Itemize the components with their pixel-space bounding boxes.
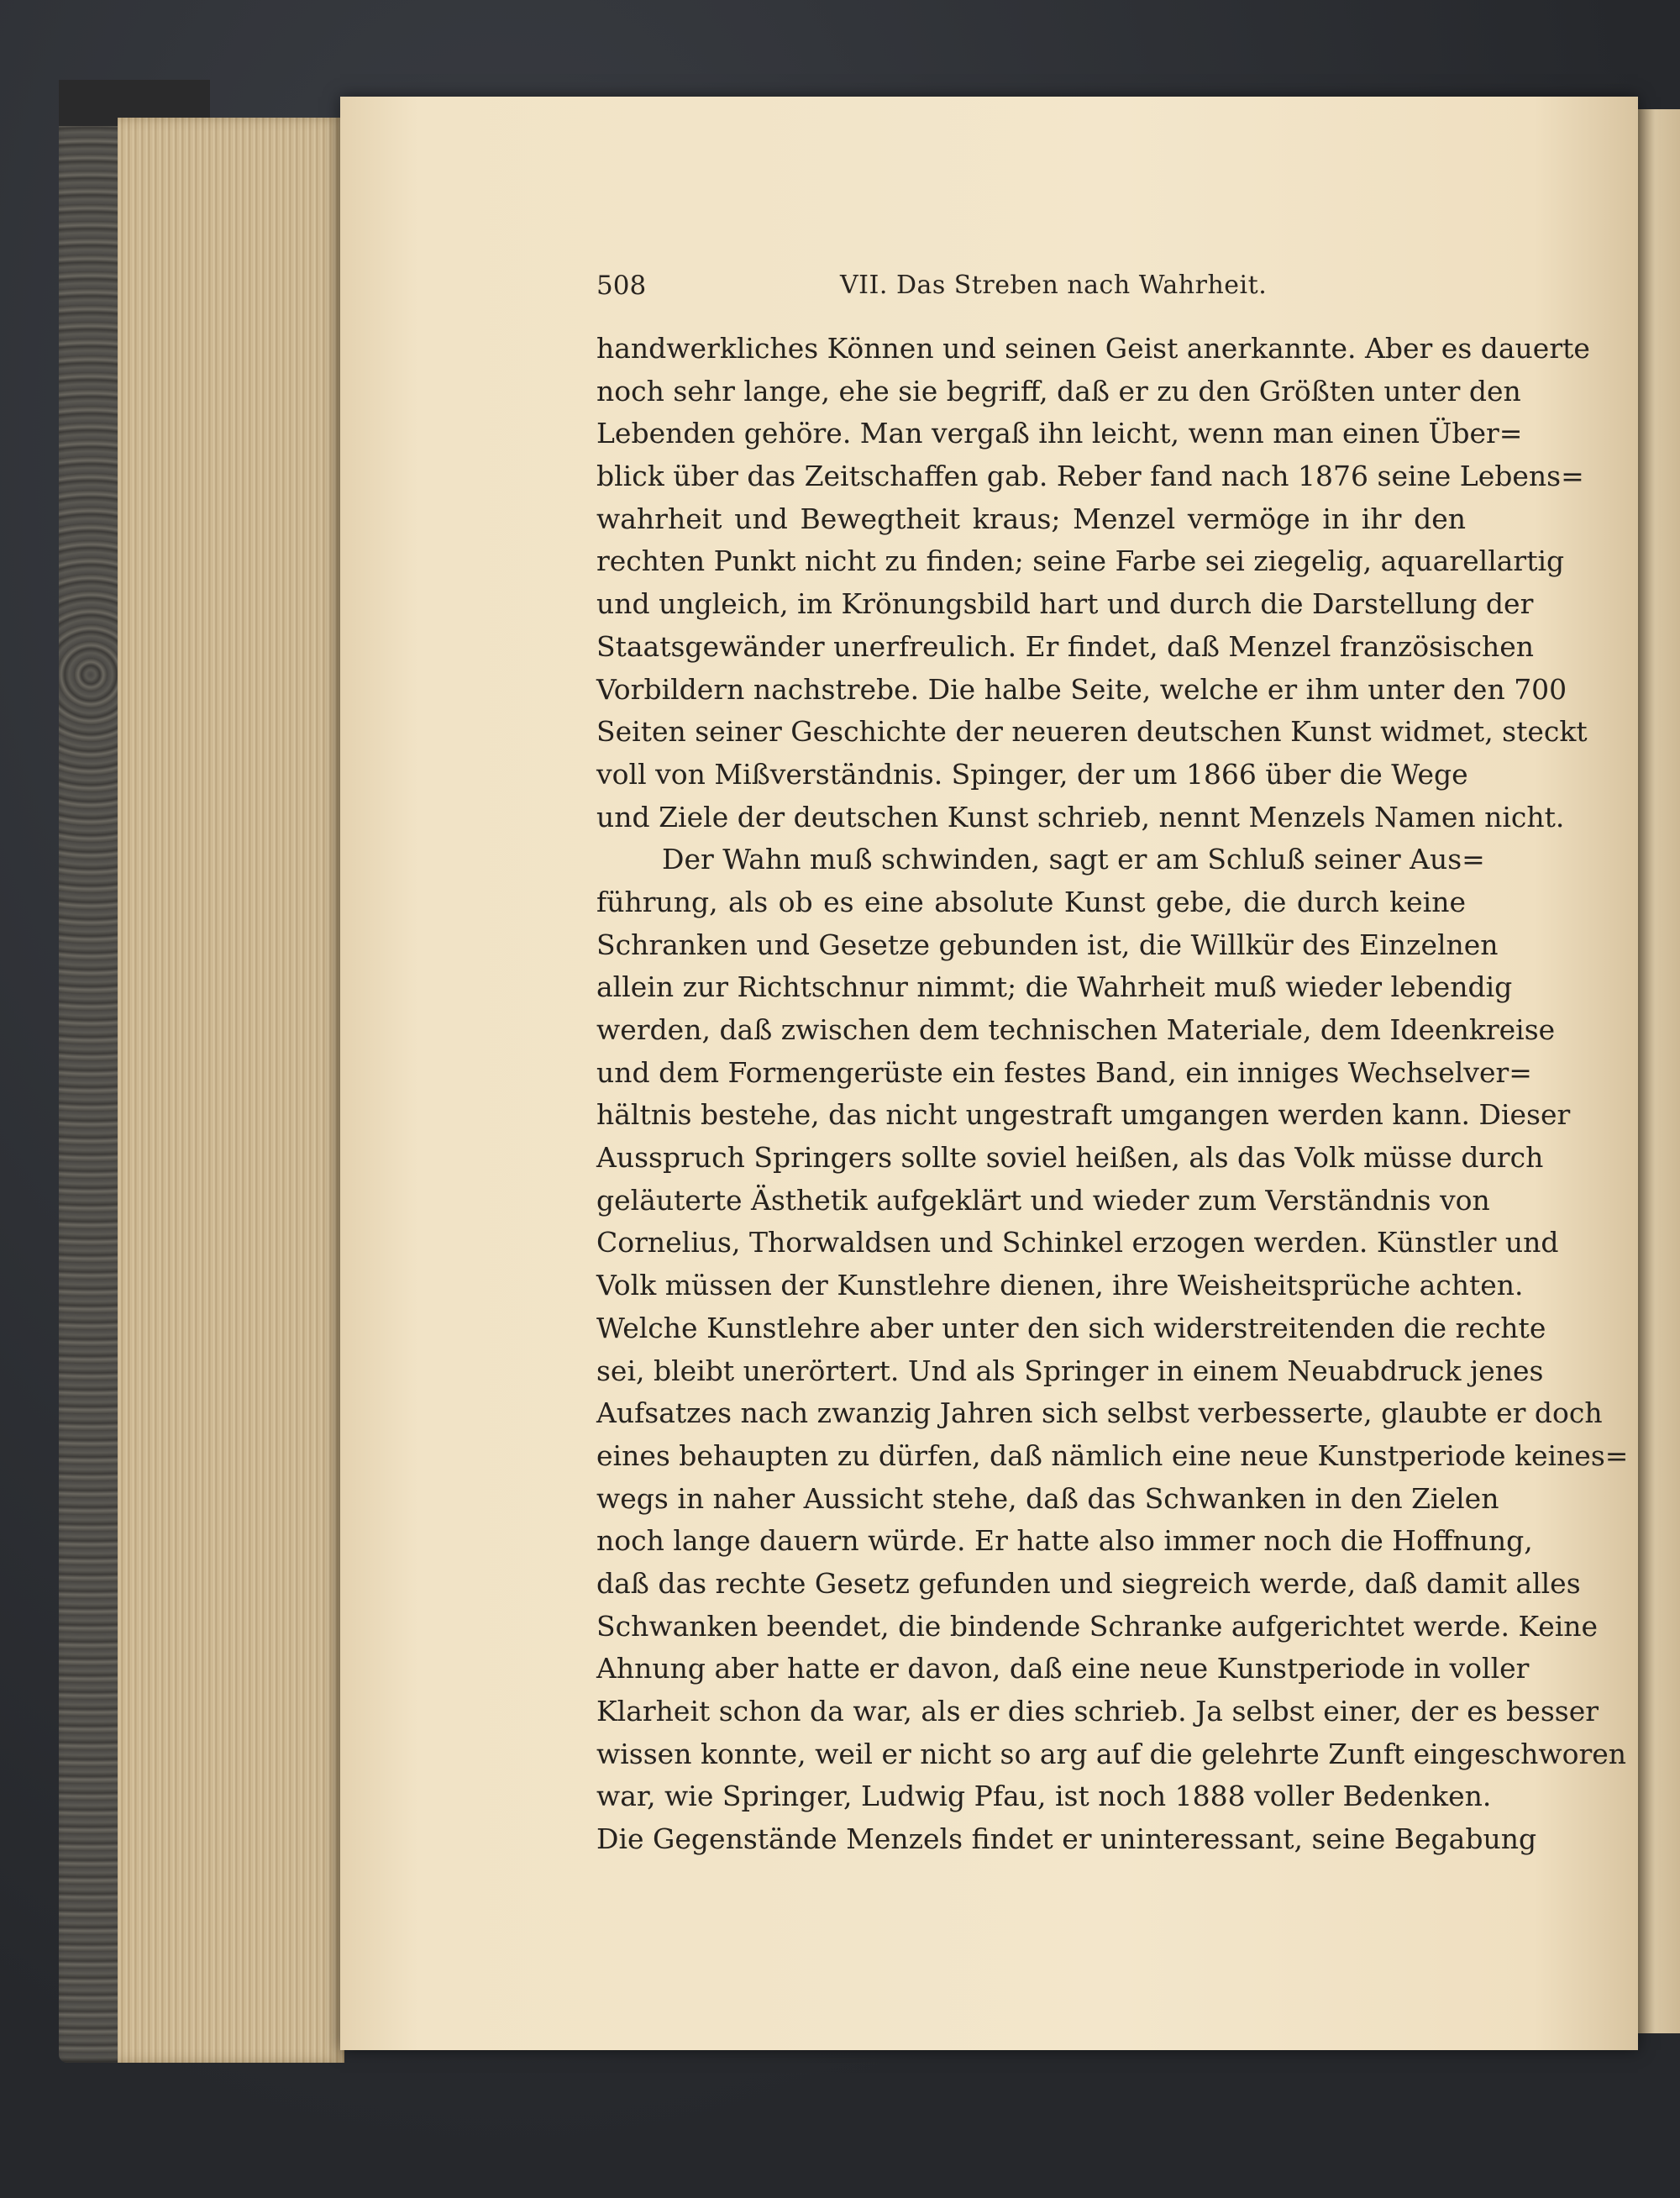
- text-line: Welche Kunstlehre aber unter den sich widerstreitenden die rechte: [596, 1311, 1546, 1344]
- text-line: Seiten seiner Geschichte der neueren deutschen Kunst widmet, steckt: [596, 715, 1588, 749]
- text-line: Ahnung aber hatte er davon, daß eine neue Kunstperiode in voller: [596, 1652, 1530, 1685]
- page-stack-edges: [118, 118, 344, 2063]
- text-line: allein zur Richtschnur nimmt; die Wahrheit muß wieder lebendig: [596, 970, 1513, 1004]
- text-line: noch sehr lange, ehe sie begriff, daß er zu den Größten unter den: [596, 374, 1521, 408]
- text-line: und ungleich, im Krönungsbild hart und durch die Darstellung der: [596, 587, 1534, 621]
- text-line: hältnis bestehe, das nicht ungestraft umgangen werden kann. Dieser: [596, 1098, 1571, 1132]
- text-line: Cornelius, Thorwaldsen und Schinkel erzogen werden. Künstler und: [596, 1226, 1559, 1259]
- text-line: daß das rechte Gesetz gefunden und siegreich werde, daß damit alles: [596, 1566, 1581, 1600]
- text-line: handwerkliches Können und seinen Geist anerkannte. Aber es dauerte: [596, 332, 1590, 365]
- text-line: sei, bleibt unerörtert. Und als Springer in einem Neuabdruck jenes: [596, 1354, 1544, 1387]
- body-text: [596, 328, 1629, 1861]
- text-line: wahrheit und Bewegtheit kraus; Menzel vermöge in ihr den: [596, 502, 1466, 535]
- text-line: Aufsatzes nach zwanzig Jahren sich selbst verbesserte, glaubte er doch: [596, 1396, 1603, 1430]
- page-header: [596, 271, 1470, 304]
- text-line: werden, daß zwischen dem technischen Materiale, dem Ideenkreise: [596, 1013, 1556, 1046]
- text-line: Ausspruch Springers sollte soviel heißen, als das Volk müsse durch: [596, 1141, 1544, 1175]
- text-line: war, wie Springer, Ludwig Pfau, ist noch 1888 voller Bedenken.: [596, 1780, 1492, 1813]
- text-line: und Ziele der deutschen Kunst schrieb, nennt Menzels Namen nicht.: [596, 800, 1565, 833]
- text-line: blick über das Zeitschaffen gab. Reber fand nach 1876 seine Lebens=: [596, 460, 1584, 493]
- text-line: Die Gegenstände Menzels findet er uninteressant, seine Begabung: [596, 1822, 1537, 1856]
- text-line: eines behaupten zu dürfen, daß nämlich eine neue Kunstperiode keines=: [596, 1438, 1629, 1472]
- running-head: VII. Das Streben nach Wahrheit.: [840, 271, 1268, 300]
- facing-page-edge: [1638, 109, 1680, 2033]
- text-line: rechten Punkt nicht zu finden; seine Farbe sei ziegelig, aquarellartig: [596, 544, 1565, 578]
- text-line: wegs in naher Aussicht stehe, daß das Schwanken in den Zielen: [596, 1481, 1499, 1515]
- text-line: Staatsgewänder unerfreulich. Er findet, daß Menzel französischen: [596, 629, 1535, 663]
- text-line: Schwanken beendet, die bindende Schranke aufgerichtet werde. Keine: [596, 1609, 1599, 1643]
- text-line: wissen konnte, weil er nicht so arg auf die gelehrte Zunft eingeschworen: [596, 1737, 1627, 1770]
- text-line: führung, als ob es eine absolute Kunst gebe, die durch keine: [596, 885, 1466, 918]
- text-line: noch lange dauern würde. Er hatte also immer noch die Hoffnung,: [596, 1524, 1533, 1558]
- text-line: Klarheit schon da war, als er dies schrieb. Ja selbst einer, der es besser: [596, 1695, 1599, 1727]
- page-number: 508: [596, 271, 647, 301]
- text-line: geläuterte Ästhetik aufgeklärt und wieder zum Verständnis von: [596, 1183, 1490, 1217]
- text-line: Der Wahn muß schwinden, sagt er am Schluß seiner Aus=: [662, 843, 1485, 876]
- text-line: Schranken und Gesetze gebunden ist, die Willkür des Einzelnen: [596, 928, 1499, 961]
- text-line: und dem Formengerüste ein festes Band, ein inniges Wechselver=: [596, 1055, 1532, 1089]
- text-line: voll von Mißverständnis. Spinger, der um 1866 über die Wege: [596, 757, 1468, 791]
- text-line: Lebenden gehöre. Man vergaß ihn leicht, wenn man einen Über=: [596, 417, 1523, 450]
- text-line: Vorbildern nachstrebe. Die halbe Seite, welche er ihm unter den 700: [596, 672, 1567, 706]
- text-line: Volk müssen der Kunstlehre dienen, ihre Weisheitsprüche achten.: [596, 1269, 1524, 1302]
